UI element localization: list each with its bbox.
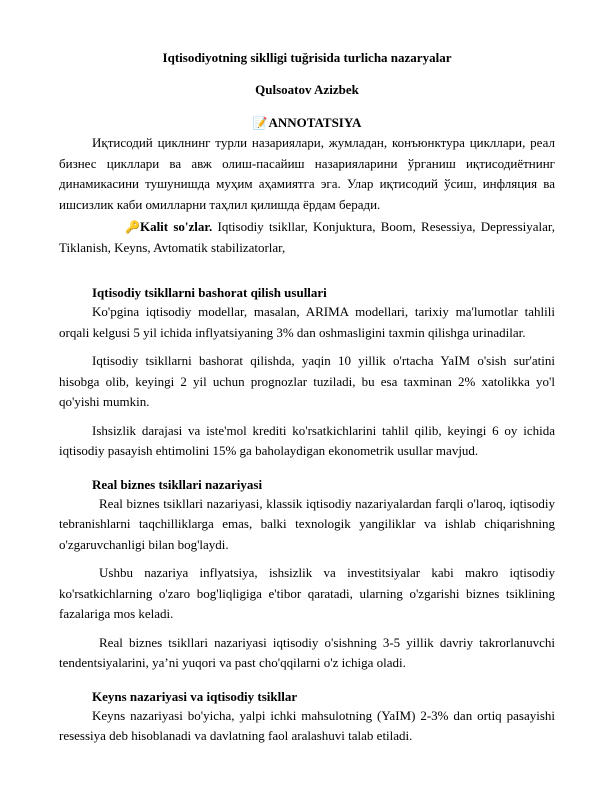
section-paragraph: Iqtisodiy tsikllarni bashorat qilishda, yaqin 10 yillik o'rtacha YaIM o'sish sur'atini hisobga olib, keyingi 2 yil uchun prognozlar tuziladi, bu esa taxminan 2% xatolikka yo'l qo'yishi mumkin. xyxy=(59,353,555,409)
section-paragraph: Keyns nazariyasi bo'yicha, yalpi ichki mahsulotning (YaIM) 2-3% dan ortiq pasayishi resessiya deb hisoblanadi va davlatning faol aralashuvi talab etiladi. xyxy=(59,707,555,743)
keywords-label: Kalit so'zlar. xyxy=(139,219,213,234)
keywords-paragraph xyxy=(59,217,555,258)
annotation-text: Иқтисодий циклнинг турли назариялари, жумладан, конъюнктура цикллари, реал бизнес цикллари ва авж олиш-пасайиш назарияларини ўрганиш иқтисодиётнинг динамикасини тушунишда муҳим аҳамиятга эга. Улар иқтисодий ўсиш, инфляция ва ишсизлик каби омилларни таҳлил қилишда ёрдам беради. xyxy=(59,135,555,212)
section-paragraph: Ishsizlik darajasi va iste'mol krediti ko'rsatkichlarini tahlil qilib, keyingi 6 oy ichida iqtisodiy pasayish ehtimolini 15% ga baholaydigan ekonometrik usullar mavjud. xyxy=(59,422,555,458)
paper-title: Iqtisodiyotning siklligi tuğrisida turlicha nazaryalar xyxy=(162,50,452,65)
section-paragraph: Ko'pgina iqtisodiy modellar, masalan, ARIMA modellari, tarixiy ma'lumotlar tahlili orqali kelgusi 5 yil ichida inflyatsiyaning 3% dan oshmasligini taxmin qilishga urinadilar. xyxy=(59,304,555,340)
key-icon: 🔑 xyxy=(125,220,140,234)
section-heading: Iqtisodiy tsikllarni bashorat qilish usullari xyxy=(92,285,327,300)
section-paragraph: Real biznes tsikllari nazariyasi, klassik iqtisodiy nazariyalardan farqli o'laroq, iqtisodiy tebranishlarni taqchilliklarga emas, balki texnologik yangiliklar va ishlab chiqarishning o'zgaruvchanligi bilan bog'laydi. xyxy=(59,495,555,552)
section-paragraph: Ushbu nazariya inflyatsiya, ishsizlik va investitsiyalar kabi makro iqtisodiy ko'rsatkichlarning o'zaro bog'liqligiga e'tibor qaratadi, ularning o'zgarishi biznes tsiklining fazalariga mos keladi. xyxy=(59,565,555,621)
section-paragraph: Real biznes tsikllari nazariyasi iqtisodiy o'sishning 3-5 yillik davriy takrorlanuvchi tendentsiyalarini, ya’ni yuqori va past cho'qqilarni o'z ichiga oladi. xyxy=(59,634,555,670)
keywords-text: Iqtisodiy tsikllar, Konjuktura, Boom, Resessiya, Depressiyalar, Tiklanish, Keyns, Avtomatik stabilizatorlar, xyxy=(59,219,555,255)
author-name: Qulsoatov Azizbek xyxy=(255,82,359,97)
annotation-heading xyxy=(59,115,555,131)
section-heading: Keyns nazariyasi va iqtisodiy tsikllar xyxy=(92,688,298,704)
section-heading: Real biznes tsikllari nazariyasi xyxy=(92,476,263,492)
memo-icon: 📝 xyxy=(252,116,268,130)
document-body xyxy=(59,50,555,747)
annotation-heading-text: ANNOTATSIYA xyxy=(268,115,362,130)
